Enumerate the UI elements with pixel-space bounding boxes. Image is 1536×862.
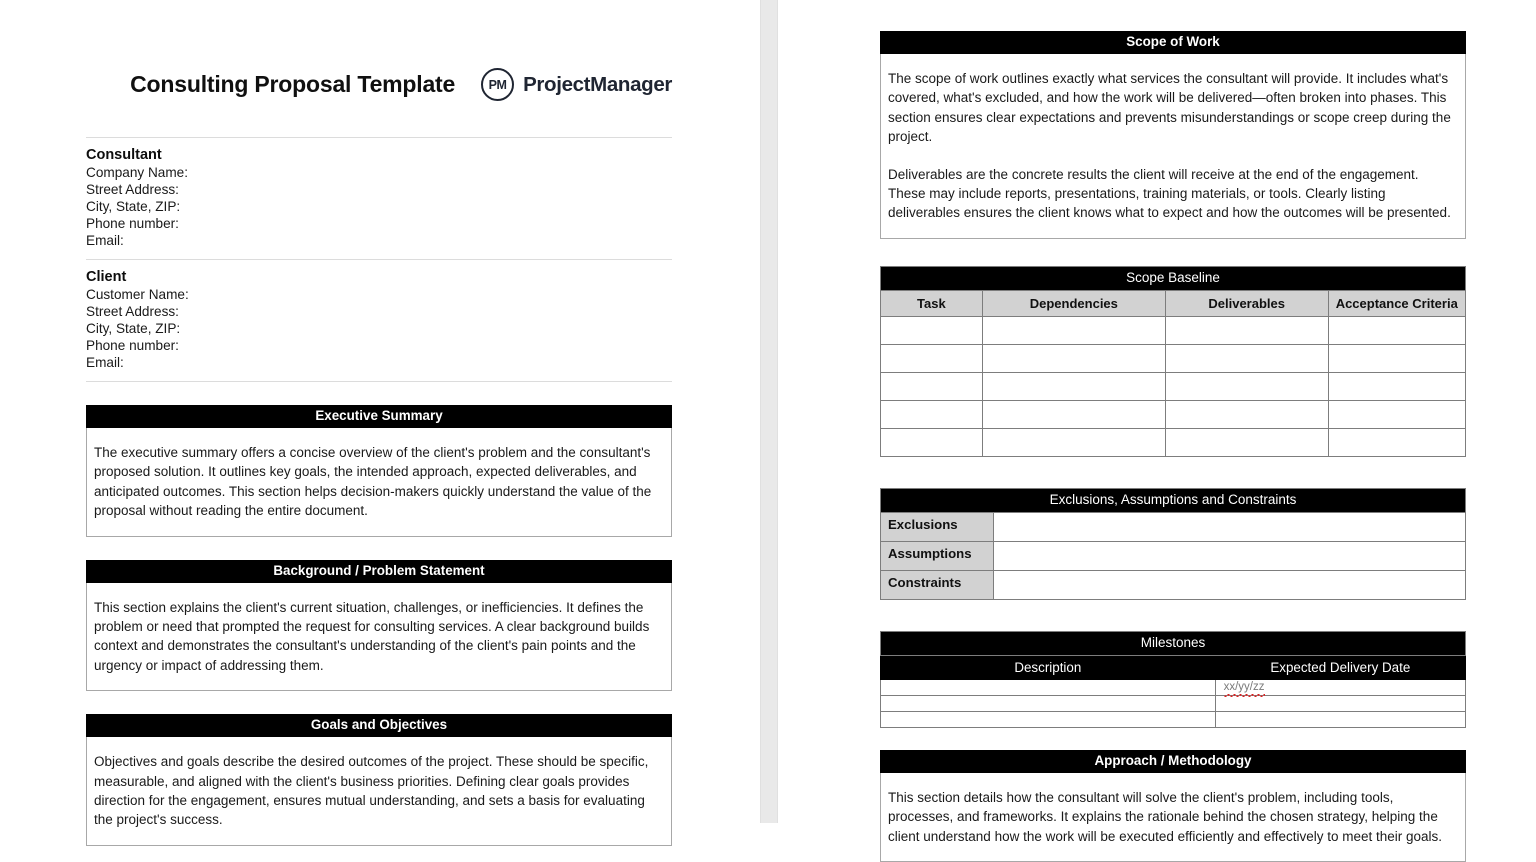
table-row <box>881 512 1466 541</box>
row-label-exclusions: Exclusions <box>881 512 994 541</box>
scope-baseline-table <box>880 266 1466 457</box>
milestone-description[interactable] <box>881 711 1216 727</box>
page-right <box>778 0 1534 844</box>
client-block <box>86 260 672 381</box>
table-cell[interactable] <box>881 428 983 456</box>
table-cell[interactable] <box>881 316 983 344</box>
table-title-milestones: Milestones <box>881 631 1466 655</box>
document-header <box>86 0 672 101</box>
section-body-goals[interactable] <box>86 737 672 846</box>
table-header-row <box>881 655 1466 679</box>
column-header-dependencies: Dependencies <box>982 290 1165 316</box>
project-manager-circle-icon: PM <box>481 68 514 101</box>
table-title-exclusions: Exclusions, Assumptions and Constraints <box>881 488 1466 512</box>
table-cell[interactable] <box>982 372 1165 400</box>
brand-name: ProjectManager <box>523 72 672 96</box>
section-title-background: Background / Problem Statement <box>86 560 672 583</box>
divider-bottom <box>86 381 672 382</box>
column-header-expected-delivery-date: Expected Delivery Date <box>1215 655 1465 679</box>
section-approach-methodology <box>880 750 1466 862</box>
page-gutter <box>760 0 778 823</box>
table-row <box>881 316 1466 344</box>
milestone-date[interactable] <box>1215 695 1465 711</box>
table-caption-row <box>881 631 1466 655</box>
section-executive-summary <box>86 405 672 537</box>
table-cell[interactable] <box>881 372 983 400</box>
section-goals-and-objectives <box>86 714 672 846</box>
milestone-date[interactable] <box>1215 711 1465 727</box>
section-body-approach[interactable] <box>880 773 1466 862</box>
milestones-table <box>880 631 1466 728</box>
paragraph: The scope of work outlines exactly what services the consultant will provide. It includes what's covered, what's excluded, and how the work will be delivered—often broken into phases. This section ensures clear expectations and prevents misunderstandings or scope creep during the project. <box>888 71 1451 145</box>
milestone-date[interactable] <box>1215 679 1465 695</box>
table-cell[interactable] <box>1165 316 1328 344</box>
client-field-email[interactable]: Email: <box>86 355 124 370</box>
client-field-city[interactable]: City, State, ZIP: <box>86 321 181 336</box>
table-title-scope-baseline: Scope Baseline <box>881 266 1466 290</box>
row-value-constraints[interactable] <box>993 570 1465 599</box>
column-header-description: Description <box>881 655 1216 679</box>
table-row <box>881 570 1466 599</box>
consultant-field-company[interactable]: Company Name: <box>86 165 188 180</box>
paragraph: This section details how the consultant will solve the client's problem, including tools, processes, and frameworks. It explains the rationale behind the chosen strategy, helping the client understand how the work will be executed efficiently and effectively to meet their goals. <box>888 789 1443 844</box>
milestone-description[interactable] <box>881 695 1216 711</box>
client-field-phone[interactable]: Phone number: <box>86 338 179 353</box>
consultant-field-email[interactable]: Email: <box>86 233 124 248</box>
row-value-assumptions[interactable] <box>993 541 1465 570</box>
section-body-executive-summary[interactable] <box>86 428 672 537</box>
exclusions-table <box>880 488 1466 600</box>
table-cell[interactable] <box>1165 344 1328 372</box>
table-cell[interactable] <box>1165 428 1328 456</box>
page-left <box>0 0 760 828</box>
client-heading: Client <box>86 269 127 285</box>
table-row <box>881 400 1466 428</box>
column-header-deliverables: Deliverables <box>1165 290 1328 316</box>
section-title-approach: Approach / Methodology <box>880 750 1466 773</box>
row-label-assumptions: Assumptions <box>881 541 994 570</box>
table-cell[interactable] <box>1328 400 1466 428</box>
consultant-field-phone[interactable]: Phone number: <box>86 216 179 231</box>
table-cell[interactable] <box>881 400 983 428</box>
column-header-task: Task <box>881 290 983 316</box>
milestone-description[interactable] <box>881 679 1216 695</box>
section-scope-of-work <box>880 31 1466 239</box>
section-title-executive-summary: Executive Summary <box>86 405 672 428</box>
table-cell[interactable] <box>1165 400 1328 428</box>
paragraph: The executive summary offers a concise overview of the client's problem and the consultant's proposed solution. It outlines key goals, the intended approach, expected deliverables, and anticipated outcomes. This section helps decision-makers quickly understand the value of the proposal without reading the entire document. <box>94 445 652 519</box>
page-title: Consulting Proposal Template <box>130 71 456 97</box>
table-row <box>881 428 1466 456</box>
table-row <box>881 541 1466 570</box>
brand-logo <box>481 68 672 101</box>
consultant-heading: Consultant <box>86 147 162 163</box>
table-cell[interactable] <box>1328 316 1466 344</box>
table-exclusions-assumptions-constraints <box>880 488 1466 600</box>
table-cell[interactable] <box>982 344 1165 372</box>
row-value-exclusions[interactable] <box>993 512 1465 541</box>
table-cell[interactable] <box>1328 372 1466 400</box>
table-cell[interactable] <box>1165 372 1328 400</box>
consultant-block <box>86 138 672 259</box>
section-title-scope-of-work: Scope of Work <box>880 31 1466 54</box>
table-milestones <box>880 631 1466 728</box>
section-body-background[interactable] <box>86 583 672 692</box>
table-cell[interactable] <box>1328 344 1466 372</box>
table-cell[interactable] <box>982 428 1165 456</box>
table-cell[interactable] <box>881 344 983 372</box>
consultant-field-street[interactable]: Street Address: <box>86 182 179 197</box>
milestone-date-placeholder: xx/yy/zz <box>1223 680 1265 693</box>
table-cell[interactable] <box>982 316 1165 344</box>
table-cell[interactable] <box>1328 428 1466 456</box>
table-row <box>881 372 1466 400</box>
table-cell[interactable] <box>982 400 1165 428</box>
section-title-goals: Goals and Objectives <box>86 714 672 737</box>
table-row <box>881 711 1466 727</box>
section-background-problem-statement <box>86 560 672 692</box>
column-header-acceptance-criteria: Acceptance Criteria <box>1328 290 1466 316</box>
client-field-customer[interactable]: Customer Name: <box>86 287 189 302</box>
table-row <box>881 679 1466 695</box>
table-caption-row <box>881 266 1466 290</box>
row-label-constraints: Constraints <box>881 570 994 599</box>
table-scope-baseline <box>880 266 1466 457</box>
paragraph: Objectives and goals describe the desired outcomes of the project. These should be specific, measurable, and aligned with the client's business priorities. Defining clear goals provides direction for the engagement, ensures mutual understanding, and sets a basis for evaluating the project's success. <box>94 754 649 828</box>
paragraph: This section explains the client's current situation, challenges, or inefficiencies. It defines the problem or need that prompted the request for consulting services. A clear background builds context and demonstrates the consultant's understanding of the client's pain points and the urgency or impact of addressing them. <box>94 599 650 673</box>
table-row <box>881 695 1466 711</box>
paragraph: Deliverables are the concrete results the client will receive at the end of the engagement. These may include reports, presentations, training materials, or tools. Clearly listing deliverables ensures the client knows what to expect and how the outcomes will be presented. <box>888 166 1451 221</box>
consultant-field-city[interactable]: City, State, ZIP: <box>86 199 181 214</box>
client-field-street[interactable]: Street Address: <box>86 304 179 319</box>
table-header-row <box>881 290 1466 316</box>
table-caption-row <box>881 488 1466 512</box>
section-body-scope-of-work[interactable] <box>880 54 1466 239</box>
table-row <box>881 344 1466 372</box>
